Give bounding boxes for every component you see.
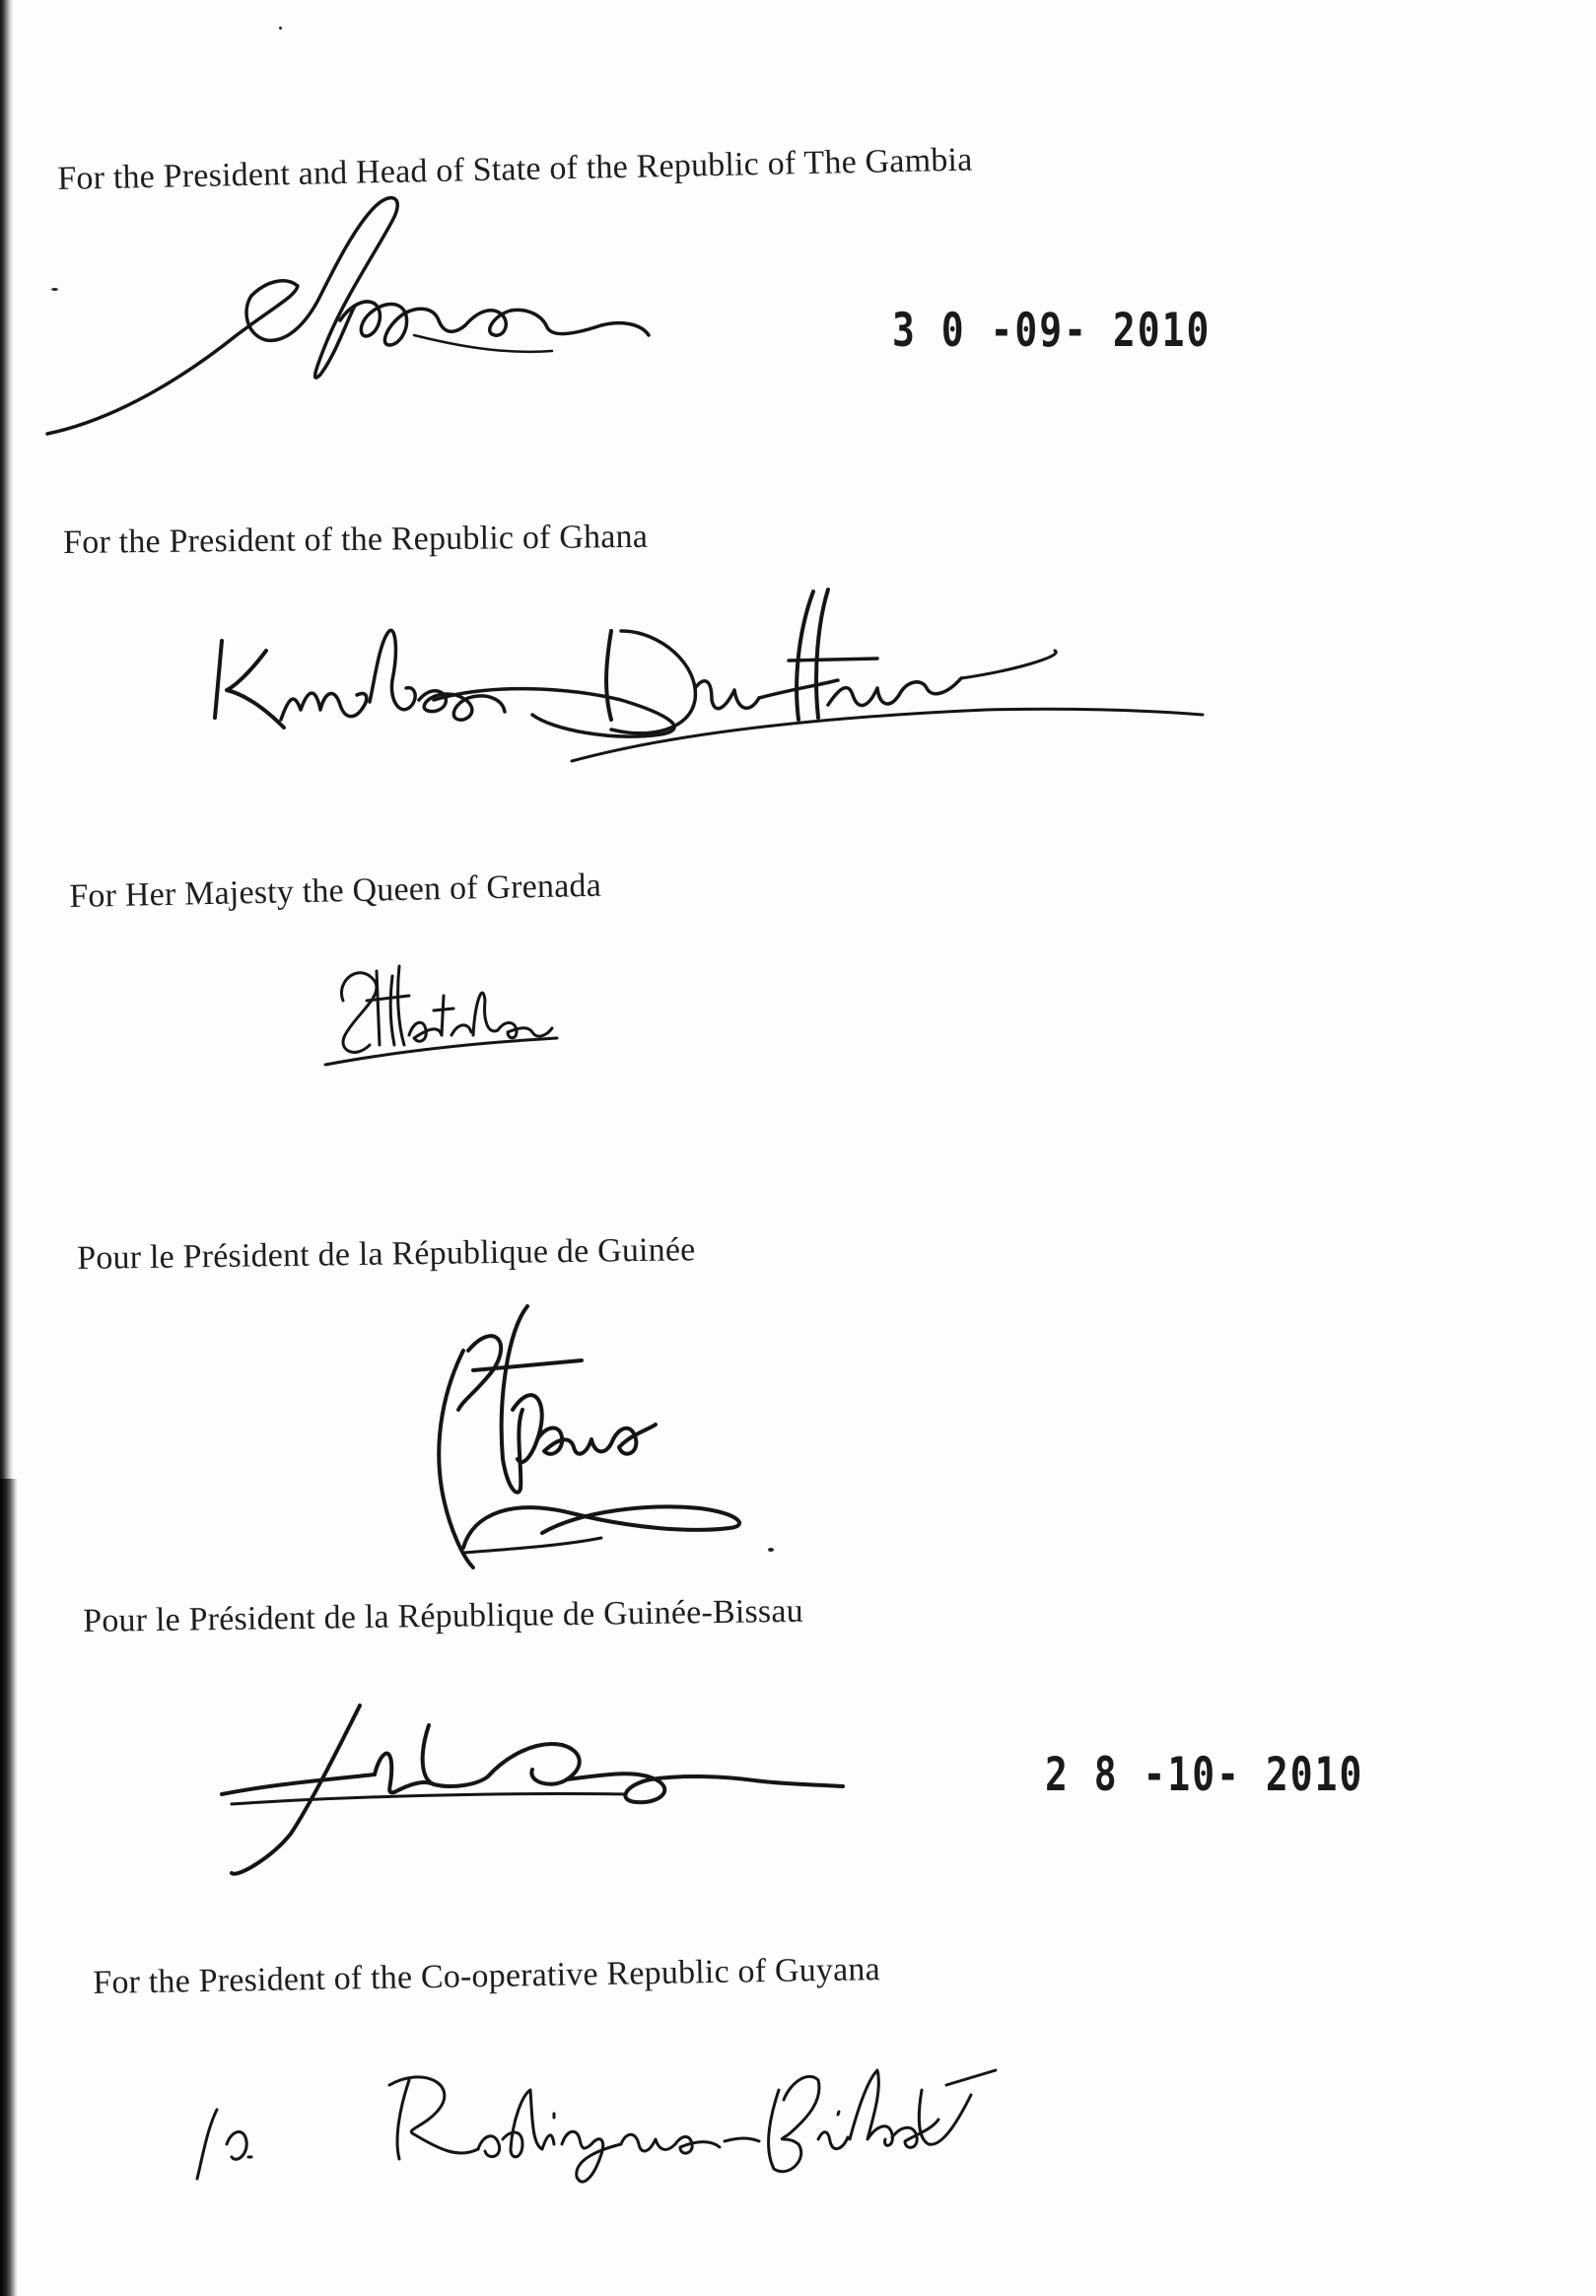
scan-binding-edge-lower: [0, 1479, 18, 2296]
grenada-signature-icon: [315, 941, 572, 1079]
gambia-signature-icon: [39, 187, 651, 444]
date-stamp-gambia: 3 0 -09- 2010: [892, 303, 1212, 357]
signatory-caption-guinea-bissau: Pour le Président de la République de Guinée-Bissau: [82, 1592, 804, 1639]
signatory-caption-ghana: For the President of the Republic of Ghana: [62, 518, 649, 561]
signatory-caption-grenada: For Her Majesty the Queen of Grenada: [68, 867, 602, 915]
scan-speck: [279, 27, 282, 30]
signatory-caption-gambia: For the President and Head of State of the Republic of The Gambia: [56, 141, 973, 197]
ghana-signature-icon: [197, 572, 1213, 769]
date-stamp-guinea-bissau: 2 8 -10- 2010: [1045, 1747, 1364, 1801]
guinea-signature-icon: [404, 1291, 789, 1587]
guinea-bissau-signature-icon: [212, 1686, 863, 1883]
guyana-signature-icon: [187, 2011, 1055, 2198]
signatory-caption-guyana: For the President of the Co-operative Republic of Guyana: [92, 1951, 881, 2001]
signatory-caption-guinea: Pour le Président de la République de Guinée: [76, 1231, 696, 1277]
